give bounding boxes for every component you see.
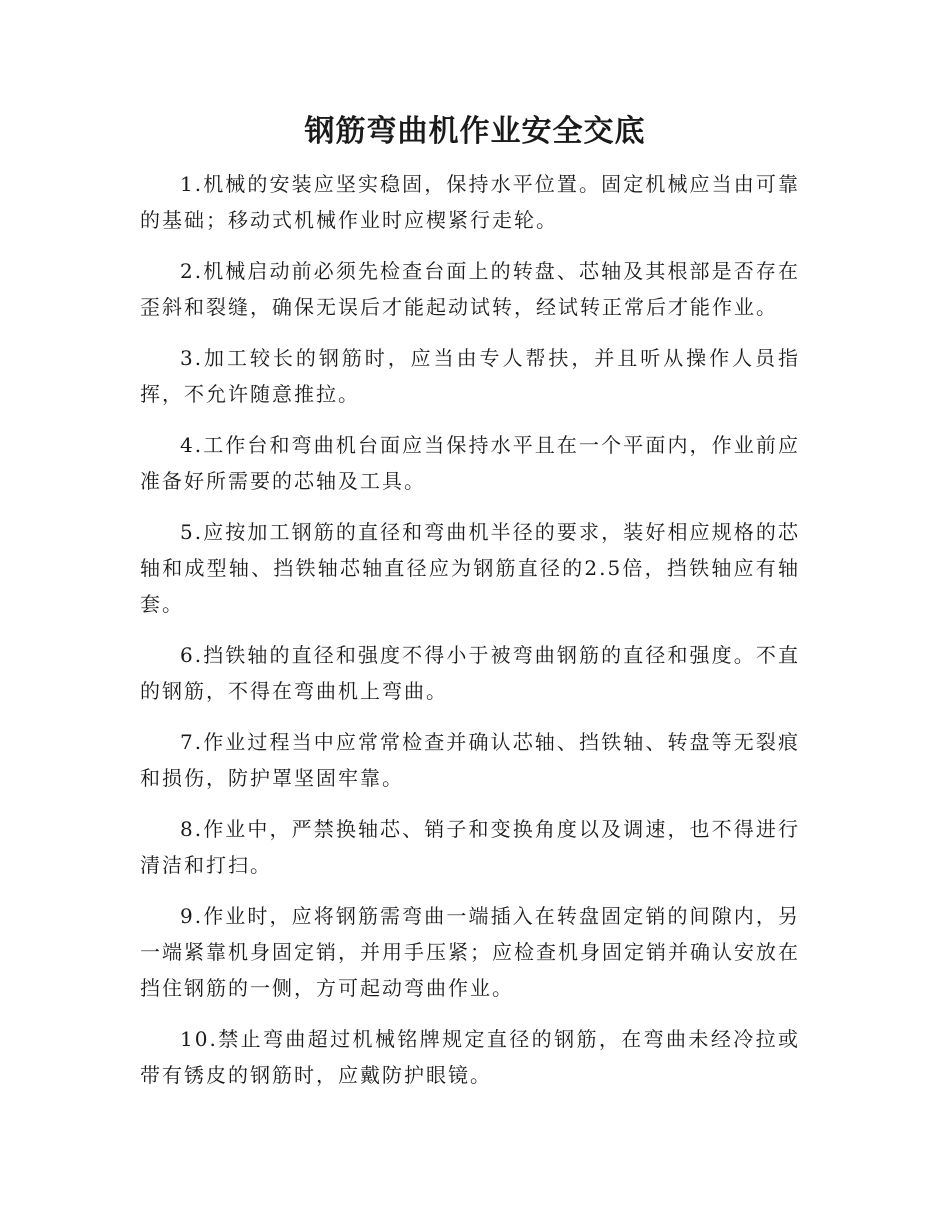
document-title: 钢筋弯曲机作业安全交底 [304,114,646,149]
document-body [140,166,800,1108]
paragraph-5: 5.应按加工钢筋的直径和弯曲机半径的要求，装好相应规格的芯轴和成型轴、挡铁轴芯轴直径应为钢筋直径的2.5倍，挡铁轴应有轴套。 [140,520,800,616]
paragraph-1: 1.机械的安装应坚实稳固，保持水平位置。固定机械应当由可靠的基础；移动式机械作业时应楔紧行走轮。 [140,172,800,232]
paragraph-10: 10.禁止弯曲超过机械铭牌规定直径的钢筋，在弯曲未经冷拉或带有锈皮的钢筋时，应戴防护眼镜。 [140,1027,800,1087]
paragraph-6: 6.挡铁轴的直径和强度不得小于被弯曲钢筋的直径和强度。不直的钢筋，不得在弯曲机上弯曲。 [140,643,800,703]
paragraph-8: 8.作业中，严禁换轴芯、销子和变换角度以及调速，也不得进行清洁和打扫。 [140,817,800,877]
paragraph-2: 2.机械启动前必须先检查台面上的转盘、芯轴及其根部是否存在歪斜和裂缝，确保无误后才能起动试转，经试转正常后才能作业。 [140,259,800,319]
paragraph-3: 3.加工较长的钢筋时，应当由专人帮扶，并且听从操作人员指挥，不允许随意推拉。 [140,346,800,406]
paragraph-4: 4.工作台和弯曲机台面应当保持水平且在一个平面内，作业前应准备好所需要的芯轴及工具。 [140,433,800,493]
paragraph-7: 7.作业过程当中应常常检查并确认芯轴、挡铁轴、转盘等无裂痕和损伤，防护罩坚固牢靠。 [140,730,800,790]
paragraph-9: 9.作业时，应将钢筋需弯曲一端插入在转盘固定销的间隙内，另一端紧靠机身固定销，并用手压紧；应检查机身固定销并确认安放在挡住钢筋的一侧，方可起动弯曲作业。 [140,904,800,1000]
